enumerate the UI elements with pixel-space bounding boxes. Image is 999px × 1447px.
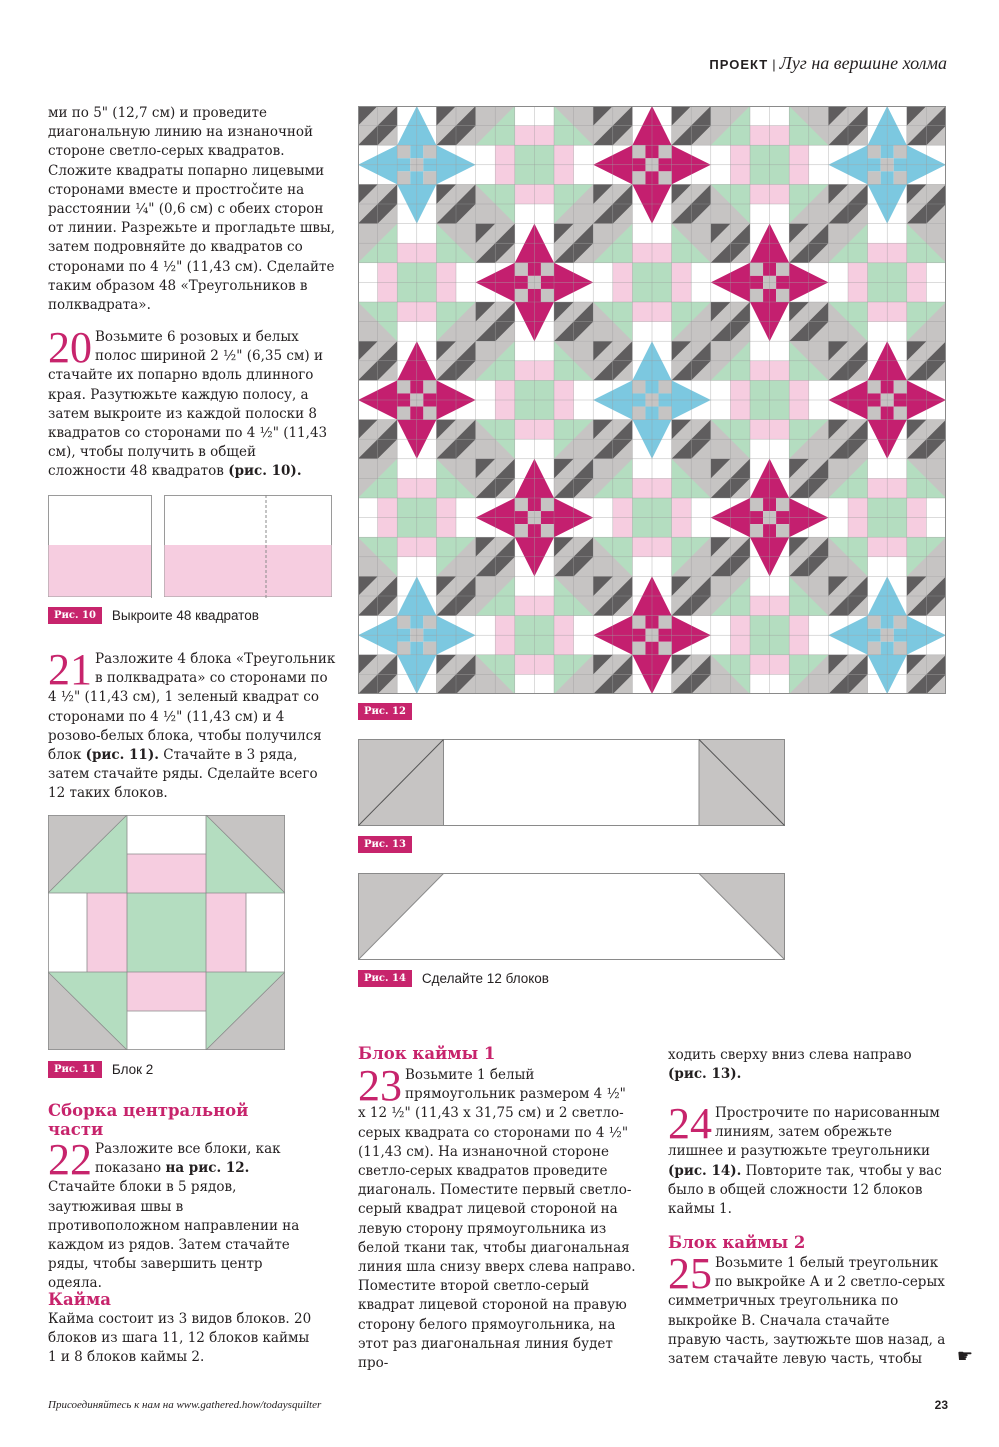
figure-14-caption (358, 970, 549, 987)
figure-10-caption (48, 607, 259, 624)
figure-caption-text: Выкроите 48 квадратов (111, 608, 259, 623)
step-number: 23 (358, 1061, 402, 1110)
figure-label: Рис. 12 (358, 703, 412, 720)
step-25 (668, 1249, 946, 1369)
step-23-continued (668, 1046, 944, 1084)
section-heading-border-block-1: Блок каймы 1 (358, 1044, 496, 1063)
figure-12-caption (358, 703, 412, 720)
figure-label: Рис. 10 (48, 607, 102, 624)
figure-caption-text: Сделайте 12 блоков (421, 971, 549, 986)
step-21 (48, 645, 336, 804)
figure-11-caption (48, 1061, 153, 1078)
step-number: 24 (668, 1099, 712, 1148)
step-20 (48, 323, 334, 482)
header-title: Луг на вершине холма (779, 53, 947, 73)
figure-13-border-block (358, 739, 785, 826)
step-text: Разложите 4 блока «Треугольник в полквадрата» со сторонами по 4 ½" (11,43 см), 1 зеленый квадрат со сторонами по 4 ½" (11,43 см) и 4 розово-белых блока, чтобы получился блок (рис. 11). Стачайте в 3 ряда, затем стачайте ряды. Сделайте всего 12 таких блоков. (48, 651, 336, 802)
intro-text: ми по 5" (12,7 см) и проведите диагональную линию на изнаночной стороне светло-серых квадратов. Сложите квадраты попарно лицевыми сторонами вместе и простročите на расстоянии ¼" (0,6 см) с обеих сторон от линии. Разрежьте и прогладьте швы, затем подровняйте до квадратов со сторонами по 4 ½" (11,43 см). Сделайте таким образом 48 «Треугольников в полквадрата». (48, 105, 336, 314)
step-text: Возьмите 1 белый треугольник по выкройке А и 2 светло-серых симметричных треугольника по выкройке В. Сначала стачайте правую часть, заутюжьте шов назад, а затем стачайте левую часть, чтобы (668, 1255, 946, 1368)
header-separator: | (772, 57, 776, 72)
step-22 (48, 1135, 316, 1294)
figure-12-quilt (358, 106, 946, 694)
figure-label: Рис. 11 (48, 1061, 102, 1078)
page-header (709, 53, 947, 74)
step-number: 21 (48, 645, 92, 694)
step-text: Прострочите по нарисованным линиям, затем обрежьте лишнее и разутюжьте треугольники (рис. 14). Повторите так, чтобы у вас было в общей сложности 12 блоков каймы 1. (668, 1105, 942, 1218)
fig10-pink-strip-2 (165, 545, 332, 597)
step-number: 22 (48, 1135, 92, 1184)
step-text: ходить сверху вниз слева направо (рис. 13). (668, 1047, 912, 1083)
border-paragraph (48, 1310, 320, 1368)
figure-14-border-block (358, 873, 785, 960)
step-text: Разложите все блоки, как показано на рис. 12. Стачайте блоки в 5 рядов, заутюживая швы в противоположном направлении на каждом из рядов. Затем стачайте ряды, чтобы завершить центр одеяла. (48, 1141, 300, 1292)
section-heading-border: Кайма (48, 1290, 111, 1309)
step-text: Возьмите 1 белый прямоугольник размером 4 ½" x 12 ½" (11,43 x 31,75 см) и 2 светло-серых квадрата со сторонами по 4 ½" (11,43 см). На изнаночной стороне светло-серых квадратов проведите диагональ. Поместите первый светло-серый квадрат лицевой стороной на левую сторону прямоугольника из белой ткани так, чтобы диагональная линия шла снизу вверх слева направо. Поместите второй светло-серый квадрат лицевой стороной на правую сторону белого прямоугольника, на этот раз диагональная линия будет про- (358, 1067, 636, 1372)
step-text: Возьмите 6 розовых и белых полос шириной 2 ½" (6,35 см) и стачайте их попарно вдоль длинного края. Разутюжьте каждую полосу, а затем выкроите из каждой полоски 8 квадратов со сторонами по 4 ½" (11,43 см), чтобы получить в общей сложности 48 квадратов (рис. 10). (48, 329, 328, 480)
continue-hand-icon: ☛ (956, 1346, 973, 1367)
fig10-pink-strip-1 (49, 545, 152, 597)
intro-paragraph (48, 104, 336, 315)
border-text: Кайма состоит из 3 видов блоков. 20 блоков из шага 11, 12 блоков каймы 1 и 8 блоков каймы 2. (48, 1311, 312, 1366)
section-heading-border-block-2: Блок каймы 2 (668, 1233, 806, 1252)
footer-text: Присоединяйтесь к нам на www.gathered.how/todaysquilter (48, 1399, 322, 1411)
step-number: 25 (668, 1249, 712, 1298)
figure-label: Рис. 14 (358, 970, 412, 987)
figure-11-block (48, 815, 285, 1050)
page-number: 23 (934, 1398, 948, 1412)
figure-caption-text: Блок 2 (111, 1062, 154, 1077)
section-heading-center: Сборка центральной части (48, 1101, 249, 1139)
figure-13-caption (358, 836, 412, 853)
step-23 (358, 1061, 636, 1373)
figure-10-diagram (48, 495, 333, 598)
header-section: ПРОЕКТ (709, 57, 769, 72)
step-24 (668, 1099, 944, 1219)
figure-label: Рис. 13 (358, 836, 412, 853)
step-number: 20 (48, 323, 92, 372)
